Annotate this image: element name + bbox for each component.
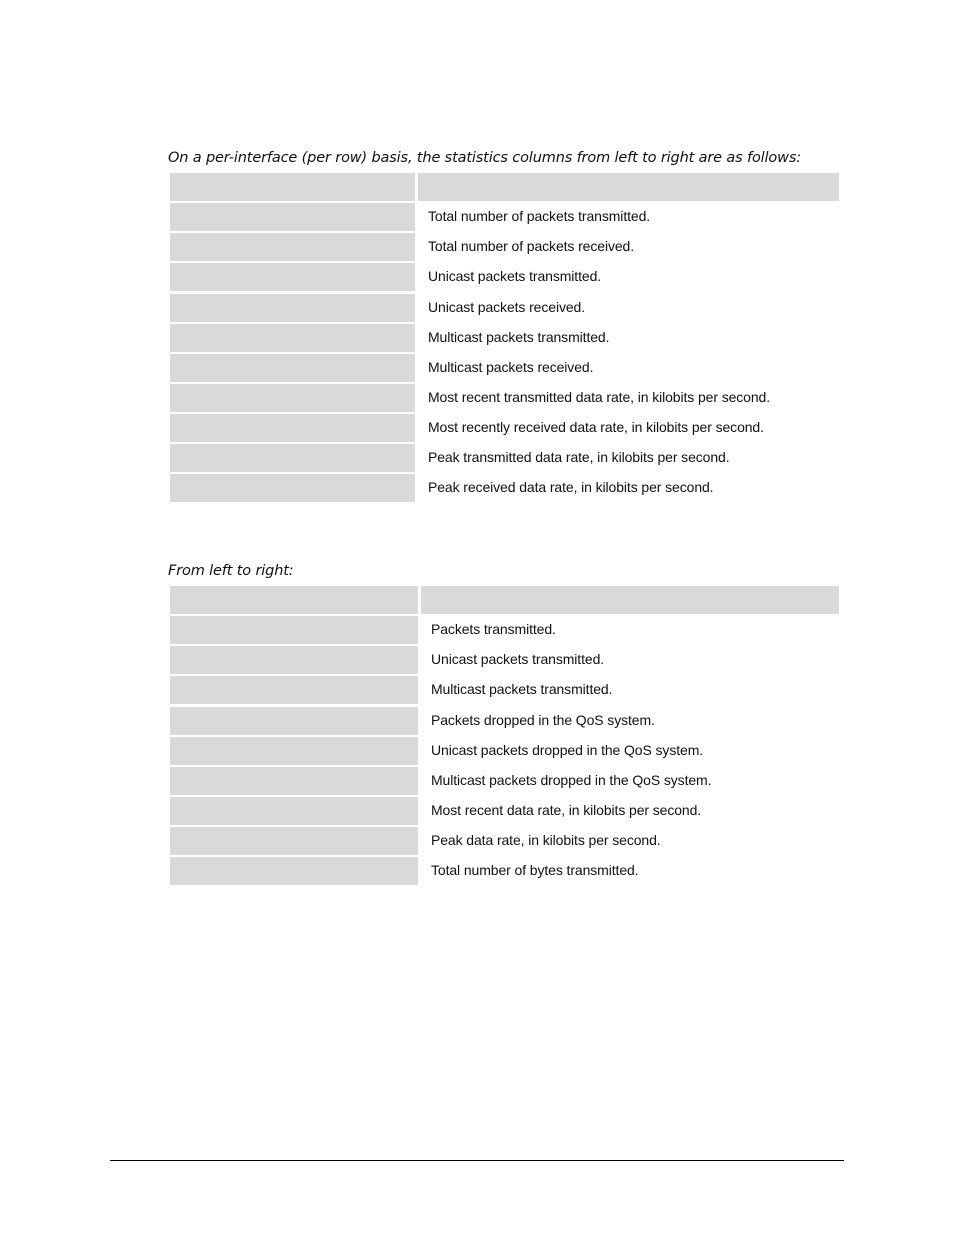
header-cell-column: [170, 586, 418, 614]
table-row: [170, 203, 839, 231]
table-row: [170, 737, 839, 765]
table-row: [170, 767, 839, 795]
column-name-cell: [170, 414, 415, 442]
column-description: Total number of bytes transmitted.: [421, 857, 839, 885]
qos-stats-table: [170, 586, 839, 887]
column-name-cell: [170, 474, 415, 502]
column-name-cell: [170, 707, 418, 735]
column-description: Unicast packets transmitted.: [421, 646, 839, 674]
column-name-cell: [170, 444, 415, 472]
column-name-cell: [170, 857, 418, 885]
table-row: [170, 354, 839, 382]
column-name-cell: [170, 233, 415, 261]
column-name-cell: [170, 676, 418, 704]
table-row: [170, 233, 839, 261]
column-description: Most recent data rate, in kilobits per second.: [421, 797, 839, 825]
column-name-cell: [170, 616, 418, 644]
header-cell-description: [418, 173, 839, 201]
table-row: [170, 414, 839, 442]
interface-stats-table: [170, 173, 839, 505]
column-name-cell: [170, 767, 418, 795]
column-name-cell: [170, 797, 418, 825]
column-name-cell: [170, 737, 418, 765]
table-row: [170, 384, 839, 412]
table-body: [170, 616, 839, 885]
table-row: [170, 646, 839, 674]
table-row: [170, 707, 839, 735]
table-header-row: [170, 173, 839, 201]
column-description: Unicast packets transmitted.: [418, 263, 839, 291]
table-body: [170, 203, 839, 502]
column-description: Total number of packets received.: [418, 233, 839, 261]
qos-stats-intro: From left to right:: [168, 563, 294, 579]
column-description: Peak transmitted data rate, in kilobits per second.: [418, 444, 839, 472]
table-row: [170, 827, 839, 855]
column-name-cell: [170, 263, 415, 291]
column-description: Unicast packets received.: [418, 294, 839, 322]
footer-rule: [110, 1160, 844, 1161]
column-description: Multicast packets transmitted.: [421, 676, 839, 704]
column-name-cell: [170, 294, 415, 322]
table-row: [170, 324, 839, 352]
table-row: [170, 797, 839, 825]
column-name-cell: [170, 203, 415, 231]
table-row: [170, 444, 839, 472]
column-name-cell: [170, 324, 415, 352]
column-description: Peak data rate, in kilobits per second.: [421, 827, 839, 855]
header-cell-column: [170, 173, 415, 201]
column-description: Multicast packets received.: [418, 354, 839, 382]
column-description: Packets transmitted.: [421, 616, 839, 644]
column-description: Total number of packets transmitted.: [418, 203, 839, 231]
table-row: [170, 676, 839, 704]
table-row: [170, 263, 839, 291]
column-description: Most recently received data rate, in kilobits per second.: [418, 414, 839, 442]
column-name-cell: [170, 354, 415, 382]
column-name-cell: [170, 827, 418, 855]
column-description: Most recent transmitted data rate, in kilobits per second.: [418, 384, 839, 412]
column-description: Multicast packets transmitted.: [418, 324, 839, 352]
table-row: [170, 294, 839, 322]
column-name-cell: [170, 384, 415, 412]
column-description: Unicast packets dropped in the QoS system.: [421, 737, 839, 765]
column-name-cell: [170, 646, 418, 674]
column-description: Peak received data rate, in kilobits per second.: [418, 474, 839, 502]
column-description: Multicast packets dropped in the QoS system.: [421, 767, 839, 795]
header-cell-description: [421, 586, 839, 614]
table-row: [170, 474, 839, 502]
column-description: Packets dropped in the QoS system.: [421, 707, 839, 735]
table-row: [170, 616, 839, 644]
table-row: [170, 857, 839, 885]
interface-stats-intro: On a per-interface (per row) basis, the statistics columns from left to right are as follows:: [168, 150, 801, 166]
table-header-row: [170, 586, 839, 614]
